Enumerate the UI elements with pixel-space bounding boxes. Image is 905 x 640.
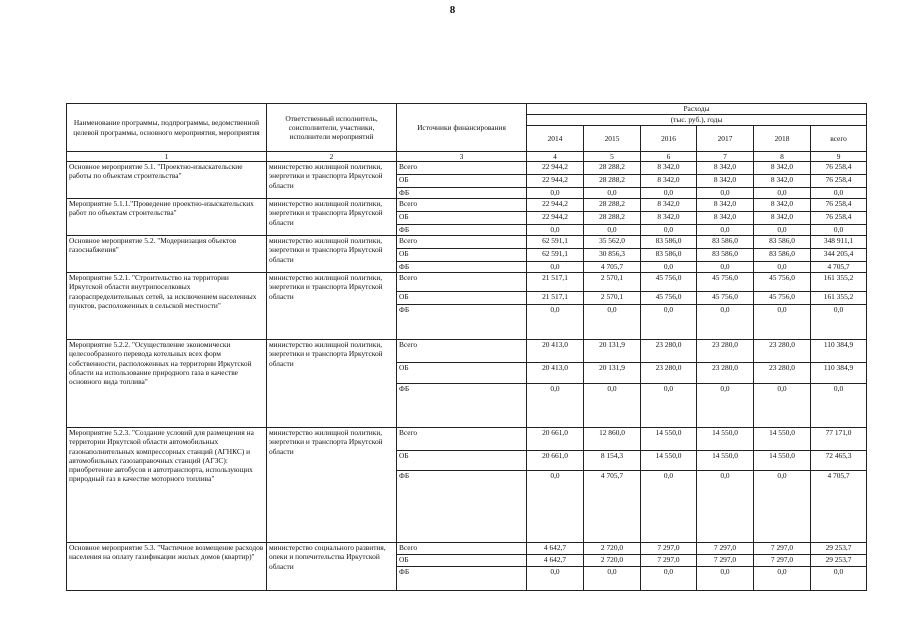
header-year: 2014 xyxy=(527,126,584,152)
year-value-cell: 0,0 xyxy=(754,262,811,273)
funding-source-cell: Всего xyxy=(397,199,527,212)
year-value-cell: 20 131,9 xyxy=(584,363,641,384)
year-value-cell: 83 586,0 xyxy=(641,249,697,262)
year-value-cell: 0,0 xyxy=(697,384,754,428)
funding-source-cell: Всего xyxy=(397,340,527,363)
table-row xyxy=(67,236,867,249)
year-value-cell: 8 342,0 xyxy=(641,199,697,212)
year-value-cell: 8 154,3 xyxy=(584,451,641,471)
year-value-cell: 0,0 xyxy=(754,225,811,236)
year-value-cell: 7 297,0 xyxy=(641,555,697,567)
year-value-cell: 0,0 xyxy=(641,471,697,543)
measure-name-cell: Основное мероприятие 5.1. "Проектно-изыскательские работы по объектам строительства" xyxy=(67,162,267,199)
total-value-cell: 348 911,1 xyxy=(811,236,867,249)
year-value-cell: 0,0 xyxy=(584,225,641,236)
year-value-cell: 23 280,0 xyxy=(754,340,811,363)
year-value-cell: 28 288,2 xyxy=(584,162,641,175)
year-value-cell: 0,0 xyxy=(697,188,754,199)
table-row xyxy=(67,273,867,292)
year-value-cell: 8 342,0 xyxy=(754,199,811,212)
year-value-cell: 14 550,0 xyxy=(641,451,697,471)
year-value-cell: 0,0 xyxy=(697,305,754,340)
year-value-cell: 0,0 xyxy=(641,384,697,428)
total-value-cell: 29 253,7 xyxy=(811,555,867,567)
total-value-cell: 76 258,4 xyxy=(811,199,867,212)
year-value-cell: 45 756,0 xyxy=(754,273,811,292)
table-row xyxy=(67,199,867,212)
funding-source-cell: ФБ xyxy=(397,188,527,199)
header-source-column: Источники финансирования xyxy=(397,104,527,152)
year-value-cell: 0,0 xyxy=(527,384,584,428)
executor-cell: министерство жилищной политики, энергетики и транспорта Иркутской области xyxy=(267,273,397,340)
column-number-row xyxy=(67,152,867,162)
year-value-cell: 22 944,2 xyxy=(527,199,584,212)
total-value-cell: 76 258,4 xyxy=(811,162,867,175)
year-value-cell: 0,0 xyxy=(527,567,584,591)
column-number: 7 xyxy=(697,152,754,162)
year-value-cell: 0,0 xyxy=(527,305,584,340)
executor-cell: министерство жилищной политики, энергетики и транспорта Иркутской области xyxy=(267,162,397,199)
measure-name-cell: Мероприятие 5.1.1."Проведение проектно-изыскательских работ по объектам строительства" xyxy=(67,199,267,236)
year-value-cell: 7 297,0 xyxy=(641,543,697,555)
table-row xyxy=(67,428,867,451)
year-value-cell: 0,0 xyxy=(641,225,697,236)
year-value-cell: 0,0 xyxy=(697,567,754,591)
year-value-cell: 21 517,1 xyxy=(527,292,584,305)
year-value-cell: 45 756,0 xyxy=(754,292,811,305)
year-value-cell: 8 342,0 xyxy=(697,212,754,225)
total-value-cell: 0,0 xyxy=(811,225,867,236)
funding-source-cell: Всего xyxy=(397,543,527,555)
total-value-cell: 110 384,9 xyxy=(811,340,867,363)
total-value-cell: 4 705,7 xyxy=(811,471,867,543)
funding-source-cell: ФБ xyxy=(397,567,527,591)
year-value-cell: 14 550,0 xyxy=(697,428,754,451)
funding-source-cell: Всего xyxy=(397,428,527,451)
total-value-cell: 0,0 xyxy=(811,305,867,340)
year-value-cell: 4 705,7 xyxy=(584,262,641,273)
year-value-cell: 0,0 xyxy=(754,471,811,543)
total-value-cell: 77 171,0 xyxy=(811,428,867,451)
year-value-cell: 8 342,0 xyxy=(697,162,754,175)
year-value-cell: 14 550,0 xyxy=(754,451,811,471)
year-value-cell: 0,0 xyxy=(697,471,754,543)
year-value-cell: 83 586,0 xyxy=(697,249,754,262)
measure-name-cell: Мероприятие 5.2.2. "Осуществление экономически целесообразного перевода котельных всех форм собственности, расположенных на территории Иркутской области на использование природного газа в качестве основного вида топлива" xyxy=(67,340,267,428)
header-executor-column: Ответственный исполнитель, соисполнители, участники, исполнители мероприятий xyxy=(267,104,397,152)
year-value-cell: 28 288,2 xyxy=(584,175,641,188)
measure-name-cell: Основное мероприятие 5.3. "Частичное возмещение расходов населения на оплату газификации жилых домов (квартир)" xyxy=(67,543,267,591)
year-value-cell: 20 661,0 xyxy=(527,428,584,451)
measure-name-cell: Основное мероприятие 5.2. "Модернизация объектов газоснабжения" xyxy=(67,236,267,273)
year-value-cell: 0,0 xyxy=(584,567,641,591)
year-value-cell: 62 591,1 xyxy=(527,249,584,262)
total-value-cell: 0,0 xyxy=(811,384,867,428)
funding-source-cell: Всего xyxy=(397,236,527,249)
year-value-cell: 0,0 xyxy=(527,471,584,543)
year-value-cell: 0,0 xyxy=(754,305,811,340)
header-name-column: Наименование программы, подпрограммы, ведомственной целевой программы, основного мероприятия, мероприятия xyxy=(67,104,267,152)
header-year: 2015 xyxy=(584,126,641,152)
year-value-cell: 2 570,1 xyxy=(584,292,641,305)
year-value-cell: 0,0 xyxy=(697,262,754,273)
column-number: 6 xyxy=(641,152,697,162)
year-value-cell: 14 550,0 xyxy=(697,451,754,471)
funding-source-cell: ОБ xyxy=(397,249,527,262)
column-number: 2 xyxy=(267,152,397,162)
year-value-cell: 8 342,0 xyxy=(641,162,697,175)
header-year: 2018 xyxy=(754,126,811,152)
year-value-cell: 20 413,0 xyxy=(527,340,584,363)
year-value-cell: 0,0 xyxy=(754,567,811,591)
funding-source-cell: ОБ xyxy=(397,363,527,384)
total-value-cell: 76 258,4 xyxy=(811,175,867,188)
executor-cell: министерство жилищной политики, энергетики и транспорта Иркутской области xyxy=(267,236,397,273)
total-value-cell: 76 258,4 xyxy=(811,212,867,225)
year-value-cell: 0,0 xyxy=(527,225,584,236)
total-value-cell: 0,0 xyxy=(811,188,867,199)
year-value-cell: 0,0 xyxy=(641,188,697,199)
year-value-cell: 4 705,7 xyxy=(584,471,641,543)
year-value-cell: 45 756,0 xyxy=(697,273,754,292)
total-value-cell: 161 355,2 xyxy=(811,292,867,305)
column-number: 4 xyxy=(527,152,584,162)
column-number: 3 xyxy=(397,152,527,162)
page-number: 8 xyxy=(449,4,456,16)
year-value-cell: 0,0 xyxy=(641,262,697,273)
year-value-cell: 8 342,0 xyxy=(641,212,697,225)
year-value-cell: 0,0 xyxy=(527,262,584,273)
table-row xyxy=(67,340,867,363)
header-year: 2016 xyxy=(641,126,697,152)
total-value-cell: 29 253,7 xyxy=(811,543,867,555)
year-value-cell: 35 562,0 xyxy=(584,236,641,249)
funding-source-cell: ОБ xyxy=(397,555,527,567)
year-value-cell: 8 342,0 xyxy=(754,162,811,175)
year-value-cell: 83 586,0 xyxy=(641,236,697,249)
year-value-cell: 21 517,1 xyxy=(527,273,584,292)
total-value-cell: 110 384,9 xyxy=(811,363,867,384)
funding-source-cell: ОБ xyxy=(397,292,527,305)
funding-source-cell: ФБ xyxy=(397,225,527,236)
year-value-cell: 7 297,0 xyxy=(754,543,811,555)
year-value-cell: 30 856,3 xyxy=(584,249,641,262)
table-row xyxy=(67,543,867,555)
year-value-cell: 2 720,0 xyxy=(584,543,641,555)
funding-source-cell: ФБ xyxy=(397,471,527,543)
year-value-cell: 2 720,0 xyxy=(584,555,641,567)
year-value-cell: 2 570,1 xyxy=(584,273,641,292)
year-value-cell: 23 280,0 xyxy=(697,340,754,363)
column-number: 1 xyxy=(67,152,267,162)
year-value-cell: 0,0 xyxy=(754,188,811,199)
funding-source-cell: ФБ xyxy=(397,384,527,428)
funding-source-cell: ОБ xyxy=(397,451,527,471)
measure-name-cell: Мероприятие 5.2.3. "Создание условий для размещения на территории Иркутской области автомобильных газонаполнительных компрессорных станций (АГНКС) и автомобильных газозаправочных станций (АГЗС): приобретение автобусов и автотранспорта, использующих природный газ в качестве моторного топлива" xyxy=(67,428,267,543)
executor-cell: министерство социального развития, опеки и попечительства Иркутской области xyxy=(267,543,397,591)
year-value-cell: 7 297,0 xyxy=(754,555,811,567)
year-value-cell: 0,0 xyxy=(697,225,754,236)
year-value-cell: 45 756,0 xyxy=(641,273,697,292)
year-value-cell: 7 297,0 xyxy=(697,555,754,567)
total-value-cell: 161 355,2 xyxy=(811,273,867,292)
funding-source-cell: Всего xyxy=(397,273,527,292)
year-value-cell: 12 860,0 xyxy=(584,428,641,451)
header-expenses: Расходы xyxy=(527,104,867,115)
measure-name-cell: Мероприятие 5.2.1. "Строительство на территории Иркутской области внутрипоселковых газораспределительных сетей, за исключением населенных пунктов, расположенных в сельской местности" xyxy=(67,273,267,340)
year-value-cell: 4 642,7 xyxy=(527,555,584,567)
year-value-cell: 0,0 xyxy=(584,305,641,340)
year-value-cell: 4 642,7 xyxy=(527,543,584,555)
header-units: (тыс. руб.), годы xyxy=(527,115,867,126)
total-value-cell: 0,0 xyxy=(811,567,867,591)
year-value-cell: 8 342,0 xyxy=(754,212,811,225)
header-year: 2017 xyxy=(697,126,754,152)
year-value-cell: 83 586,0 xyxy=(754,236,811,249)
funding-source-cell: ОБ xyxy=(397,175,527,188)
year-value-cell: 23 280,0 xyxy=(754,363,811,384)
column-number: 5 xyxy=(584,152,641,162)
year-value-cell: 14 550,0 xyxy=(641,428,697,451)
year-value-cell: 8 342,0 xyxy=(754,175,811,188)
funding-source-cell: Всего xyxy=(397,162,527,175)
year-value-cell: 83 586,0 xyxy=(697,236,754,249)
year-value-cell: 22 944,2 xyxy=(527,162,584,175)
table-row xyxy=(67,162,867,175)
total-value-cell: 344 205,4 xyxy=(811,249,867,262)
year-value-cell: 45 756,0 xyxy=(641,292,697,305)
year-value-cell: 20 413,0 xyxy=(527,363,584,384)
year-value-cell: 8 342,0 xyxy=(697,175,754,188)
year-value-cell: 83 586,0 xyxy=(754,249,811,262)
year-value-cell: 0,0 xyxy=(527,188,584,199)
year-value-cell: 22 944,2 xyxy=(527,212,584,225)
header-total: всего xyxy=(811,126,867,152)
year-value-cell: 0,0 xyxy=(641,305,697,340)
executor-cell: министерство жилищной политики, энергетики и транспорта Иркутской области xyxy=(267,428,397,543)
column-number: 8 xyxy=(754,152,811,162)
budget-table xyxy=(66,103,867,591)
column-number: 9 xyxy=(811,152,867,162)
total-value-cell: 72 465,3 xyxy=(811,451,867,471)
year-value-cell: 22 944,2 xyxy=(527,175,584,188)
year-value-cell: 62 591,1 xyxy=(527,236,584,249)
year-value-cell: 8 342,0 xyxy=(697,199,754,212)
year-value-cell: 23 280,0 xyxy=(641,340,697,363)
year-value-cell: 20 131,9 xyxy=(584,340,641,363)
year-value-cell: 45 756,0 xyxy=(697,292,754,305)
executor-cell: министерство жилищной политики, энергетики и транспорта Иркутской области xyxy=(267,340,397,428)
year-value-cell: 23 280,0 xyxy=(697,363,754,384)
year-value-cell: 0,0 xyxy=(641,567,697,591)
funding-source-cell: ФБ xyxy=(397,305,527,340)
executor-cell: министерство жилищной политики, энергетики и транспорта Иркутской области xyxy=(267,199,397,236)
year-value-cell: 28 288,2 xyxy=(584,199,641,212)
total-value-cell: 4 705,7 xyxy=(811,262,867,273)
year-value-cell: 8 342,0 xyxy=(641,175,697,188)
year-value-cell: 23 280,0 xyxy=(641,363,697,384)
year-value-cell: 28 288,2 xyxy=(584,212,641,225)
year-value-cell: 7 297,0 xyxy=(697,543,754,555)
year-value-cell: 14 550,0 xyxy=(754,428,811,451)
year-value-cell: 0,0 xyxy=(584,384,641,428)
funding-source-cell: ОБ xyxy=(397,212,527,225)
funding-source-cell: ФБ xyxy=(397,262,527,273)
year-value-cell: 0,0 xyxy=(754,384,811,428)
year-value-cell: 20 661,0 xyxy=(527,451,584,471)
year-value-cell: 0,0 xyxy=(584,188,641,199)
